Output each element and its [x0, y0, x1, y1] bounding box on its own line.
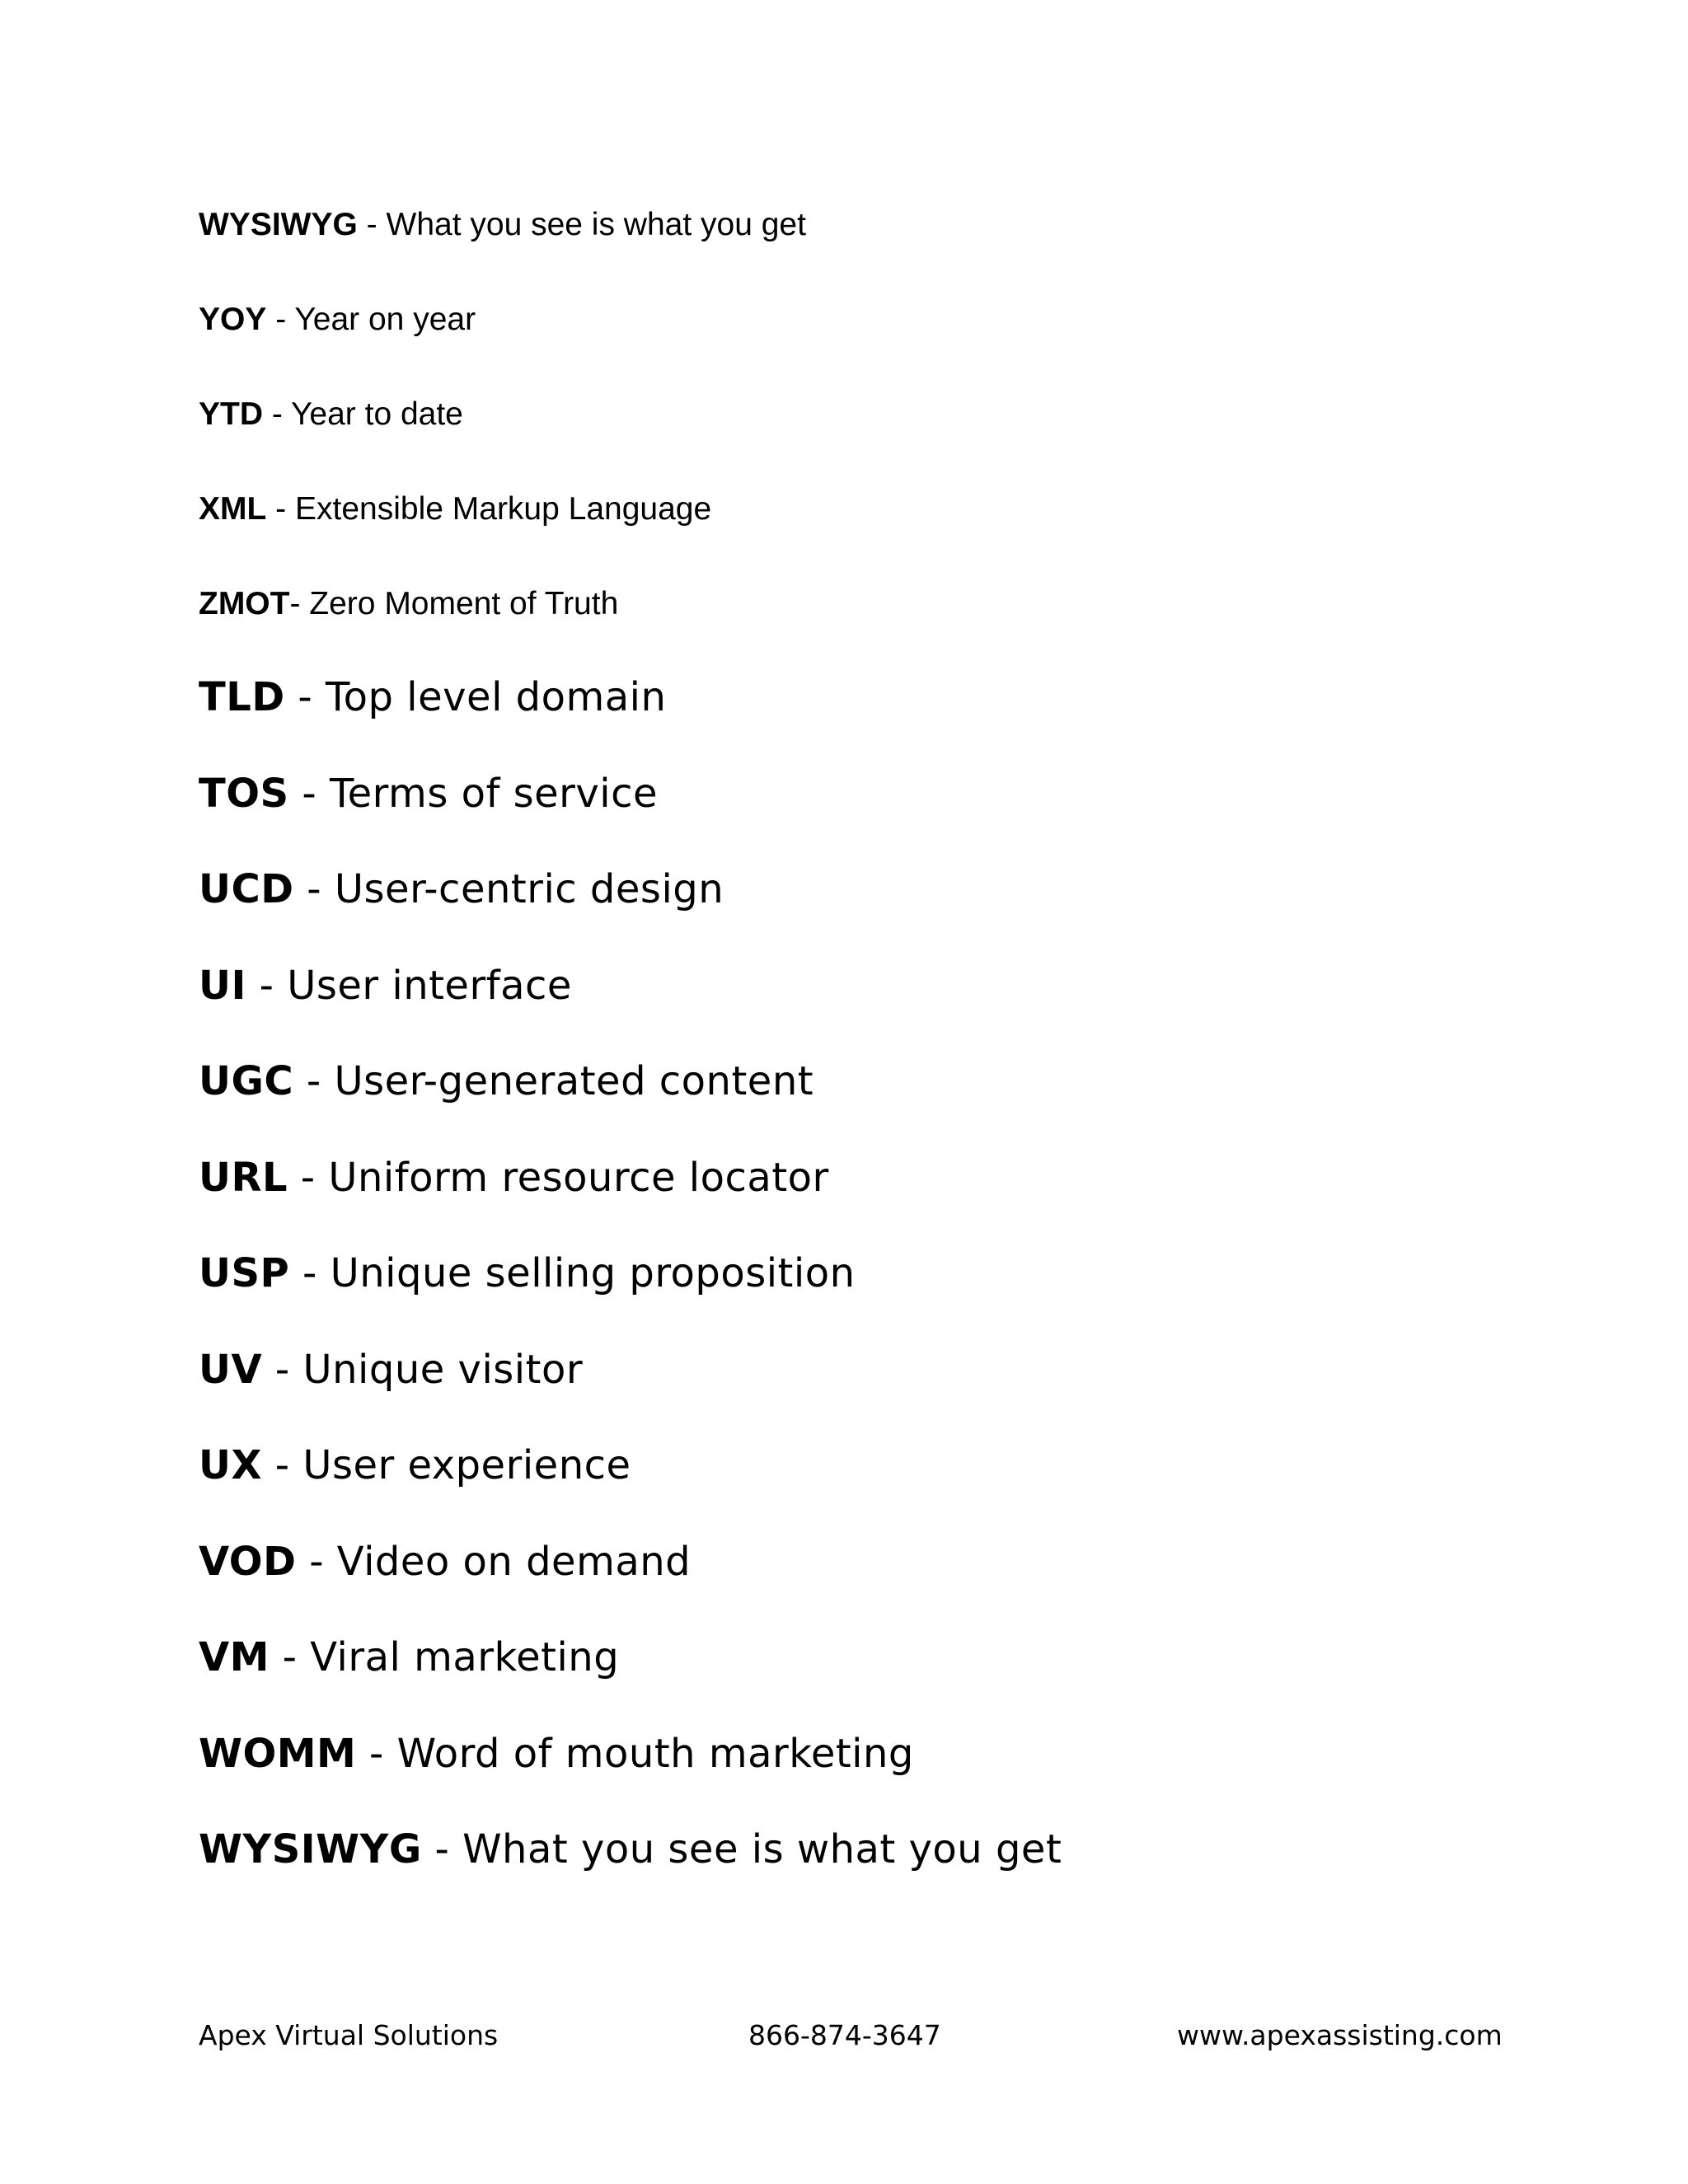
glossary-abbr: UI	[199, 963, 246, 1009]
footer-company: Apex Virtual Solutions	[199, 2019, 499, 2051]
glossary-definition: Year on year	[294, 302, 476, 337]
glossary-definition: Year to date	[290, 396, 463, 432]
glossary-separator: -	[421, 1826, 463, 1872]
glossary-separator: -	[288, 771, 330, 817]
glossary-entry	[199, 398, 463, 430]
glossary-definition: User-centric design	[334, 866, 724, 912]
glossary-entry	[199, 1731, 914, 1777]
glossary-definition: What you see is what you get	[386, 207, 806, 242]
glossary-definition: Word of mouth marketing	[396, 1731, 914, 1777]
glossary-entry	[199, 493, 711, 525]
glossary-abbr: XML	[199, 491, 267, 527]
glossary-entry	[199, 866, 724, 912]
glossary-definition: Uniform resource locator	[328, 1155, 829, 1201]
glossary-entry	[199, 303, 476, 335]
glossary-separator: -	[296, 1539, 337, 1585]
glossary-entry	[199, 209, 806, 241]
glossary-entry	[199, 1634, 620, 1680]
glossary-abbr: YOY	[199, 302, 267, 337]
glossary-abbr: TOS	[199, 771, 289, 817]
glossary-definition: Extensible Markup Language	[295, 491, 712, 527]
glossary-abbr: WYSIWYG	[199, 1826, 422, 1872]
glossary-entry	[199, 1347, 584, 1393]
glossary-definition: Unique selling proposition	[330, 1250, 856, 1296]
glossary-definition: User-generated content	[334, 1058, 814, 1104]
glossary-abbr: UCD	[199, 866, 294, 912]
glossary-separator: -	[262, 1347, 303, 1393]
glossary-separator: -	[289, 1250, 331, 1296]
glossary-definition: User experience	[302, 1442, 631, 1488]
glossary-abbr: WYSIWYG	[199, 207, 358, 242]
glossary-separator: -	[269, 1634, 311, 1680]
glossary-separator: -	[261, 1442, 303, 1488]
glossary-separator: -	[246, 963, 288, 1009]
glossary-abbr: VM	[199, 1634, 270, 1680]
glossary-separator: -	[293, 1058, 335, 1104]
glossary-definition: Zero Moment of Truth	[309, 586, 619, 621]
footer-phone: 866-874-3647	[748, 2019, 941, 2051]
glossary-separator: -	[357, 207, 387, 242]
glossary-entry	[199, 1058, 814, 1104]
glossary-abbr: YTD	[199, 396, 263, 432]
glossary-entry	[199, 1442, 631, 1488]
glossary-separator: -	[356, 1731, 397, 1777]
glossary-definition: What you see is what you get	[462, 1826, 1062, 1872]
glossary-abbr: ZMOT	[199, 586, 290, 621]
glossary-separator: -	[266, 491, 295, 527]
glossary-abbr: TLD	[199, 674, 285, 720]
glossary-definition: Terms of service	[329, 771, 659, 817]
glossary-entry	[199, 963, 572, 1009]
glossary-abbr: URL	[199, 1155, 288, 1201]
glossary-entry	[199, 674, 667, 720]
glossary-entry	[199, 1826, 1062, 1872]
glossary-entry	[199, 1539, 692, 1585]
glossary-entry	[199, 588, 618, 620]
footer-website: www.apexassisting.com	[1177, 2019, 1503, 2051]
glossary-abbr: UX	[199, 1442, 262, 1488]
glossary-entry	[199, 1155, 829, 1201]
glossary-abbr: WOMM	[199, 1731, 357, 1777]
glossary-abbr: VOD	[199, 1539, 297, 1585]
glossary-separator: -	[288, 1155, 329, 1201]
glossary-abbr: USP	[199, 1250, 290, 1296]
glossary-separator: -	[284, 674, 326, 720]
glossary-definition: Unique visitor	[302, 1347, 584, 1393]
glossary-definition: Video on demand	[336, 1539, 692, 1585]
glossary-definition: User interface	[287, 963, 572, 1009]
glossary-abbr: UV	[199, 1347, 263, 1393]
glossary-separator: -	[263, 396, 291, 432]
glossary-abbr: UGC	[199, 1058, 294, 1104]
glossary-separator: -	[289, 586, 310, 621]
glossary-entry	[199, 771, 659, 817]
glossary-separator: -	[266, 302, 295, 337]
glossary-definition: Viral marketing	[310, 1634, 620, 1680]
glossary-separator: -	[293, 866, 335, 912]
glossary-definition: Top level domain	[326, 674, 667, 720]
glossary-entry	[199, 1250, 856, 1296]
